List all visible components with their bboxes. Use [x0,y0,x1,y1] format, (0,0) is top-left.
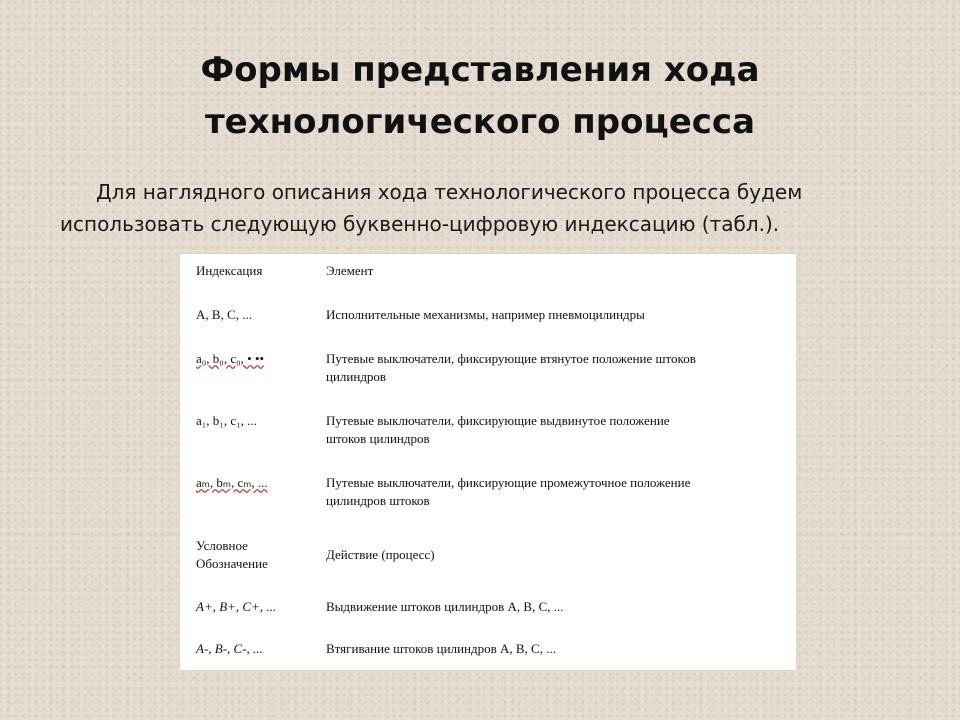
header-index: Индексация [196,263,263,278]
row-element-line-2: цилиндров [326,369,387,384]
header-element: Элемент [326,263,374,278]
row-element: Выдвижение штоков цилиндров A, B, C, ... [326,599,564,614]
row-index-line-2: Обозначение [196,556,268,571]
row-element-line-2: штоков цилиндров [326,431,430,446]
row-index: A-, B-, C-, ... [196,641,263,656]
row-element-text: Исполнительные механизмы, например пневмоцилиндры [326,307,645,322]
row-element [326,412,786,448]
row-element [326,474,786,510]
row-element [326,350,786,386]
row-element-line-1: Путевые выключатели, фиксирующие промежуточное положение [326,475,691,490]
intro-line-2: использовать следующую буквенно-цифровую индексацию (табл.). [60,212,780,236]
row-index: a₁, b₁, c₁, ... [196,413,257,428]
row-index [196,537,321,573]
intro-line-1: Для наглядного описания хода технологического процесса будем [96,180,803,204]
slide-title-line-1: Формы представления хода [200,50,760,90]
row-element-line-1: Путевые выключатели, фиксирующие втянутое положение штоков [326,351,696,366]
row-index: A+, B+, C+, ... [196,599,277,614]
row-element: Втягивание штоков цилиндров A, B, C, ... [326,641,556,656]
row-element: Действие (процесс) [326,547,435,562]
row-index: A, B, C, ... [196,307,252,322]
row-index: a₀, b₀, c₀, • •• [196,351,265,366]
indexation-table [180,254,796,670]
intro-paragraph [60,176,920,240]
slide-title-line-2: технологического процесса [204,102,756,142]
row-element [326,306,786,324]
row-index: aₘ, bₘ, cₘ, ... [196,475,268,490]
row-element-line-2: цилиндров штоков [326,493,430,508]
row-element-line-1: Путевые выключатели, фиксирующие выдвинутое положение [326,413,670,428]
slide-title [0,44,960,148]
row-index-line-1: Условное [196,538,248,553]
